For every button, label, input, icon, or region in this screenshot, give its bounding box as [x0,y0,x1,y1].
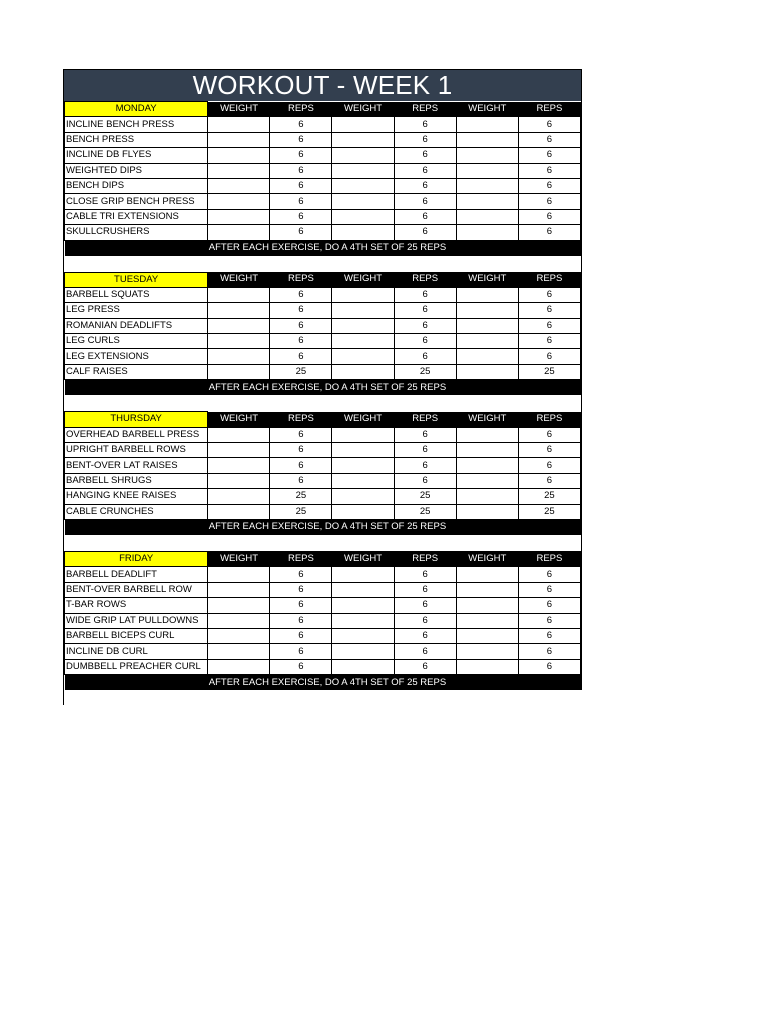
weight-cell[interactable] [208,225,270,240]
weight-cell[interactable] [332,209,394,224]
reps-cell: 25 [518,504,580,519]
column-header-reps: REPS [518,551,580,566]
table-row [65,163,581,178]
table-row [65,364,581,379]
weight-cell[interactable] [332,504,394,519]
weight-cell[interactable] [208,628,270,643]
note-blank [65,240,208,256]
exercise-name: LEG CURLS [65,334,208,349]
reps-cell: 25 [518,364,580,379]
section-spacer [64,535,581,551]
reps-cell: 6 [518,117,580,132]
column-header-reps: REPS [518,412,580,427]
column-header-reps: REPS [270,551,332,566]
reps-cell: 6 [518,225,580,240]
weight-cell[interactable] [332,443,394,458]
reps-cell: 6 [518,303,580,318]
weight-cell[interactable] [456,132,518,147]
weight-cell[interactable] [208,209,270,224]
weight-cell[interactable] [208,567,270,582]
reps-cell: 6 [394,194,456,209]
reps-cell: 6 [518,567,580,582]
reps-cell: 6 [270,209,332,224]
weight-cell[interactable] [456,178,518,193]
reps-cell: 6 [518,473,580,488]
column-header-reps: REPS [394,102,456,117]
reps-cell: 6 [270,582,332,597]
column-header-reps: REPS [270,102,332,117]
reps-cell: 25 [270,489,332,504]
reps-cell: 6 [518,163,580,178]
weight-cell[interactable] [332,225,394,240]
exercise-name: ROMANIAN DEADLIFTS [65,318,208,333]
exercise-name: WEIGHTED DIPS [65,163,208,178]
weight-cell[interactable] [208,194,270,209]
exercise-name: T-BAR ROWS [65,598,208,613]
day-name: THURSDAY [65,412,208,427]
exercise-name: INCLINE DB FLYES [65,148,208,163]
weight-cell[interactable] [456,209,518,224]
day-table-tuesday [64,272,581,396]
weight-cell[interactable] [332,318,394,333]
weight-cell[interactable] [332,458,394,473]
weight-cell[interactable] [332,489,394,504]
reps-cell: 6 [270,303,332,318]
reps-cell: 6 [270,334,332,349]
weight-cell[interactable] [332,628,394,643]
day-header-row [65,272,581,287]
reps-cell: 25 [518,489,580,504]
exercise-name: SKULLCRUSHERS [65,225,208,240]
column-header-weight: WEIGHT [332,551,394,566]
note-blank [65,675,208,691]
column-header-reps: REPS [394,551,456,566]
weight-cell[interactable] [208,427,270,442]
reps-cell: 6 [394,225,456,240]
column-header-weight: WEIGHT [456,551,518,566]
column-header-reps: REPS [518,102,580,117]
table-row [65,209,581,224]
day-header-row [65,551,581,566]
note-row [65,675,581,691]
weight-cell[interactable] [208,163,270,178]
weight-cell[interactable] [208,364,270,379]
exercise-name: INCLINE DB CURL [65,644,208,659]
reps-cell: 6 [394,598,456,613]
exercise-name: BENCH PRESS [65,132,208,147]
weight-cell[interactable] [332,148,394,163]
exercise-name: CABLE TRI EXTENSIONS [65,209,208,224]
reps-cell: 6 [394,117,456,132]
reps-cell: 6 [394,287,456,302]
weight-cell[interactable] [208,598,270,613]
reps-cell: 25 [394,364,456,379]
table-row [65,628,581,643]
weight-cell[interactable] [456,364,518,379]
weight-cell[interactable] [456,318,518,333]
weight-cell[interactable] [456,659,518,674]
weight-cell[interactable] [456,567,518,582]
weight-cell[interactable] [456,148,518,163]
column-header-reps: REPS [394,272,456,287]
exercise-name: CLOSE GRIP BENCH PRESS [65,194,208,209]
table-row [65,303,581,318]
table-row [65,427,581,442]
weight-cell[interactable] [456,628,518,643]
weight-cell[interactable] [208,443,270,458]
day-name: MONDAY [65,102,208,117]
reps-cell: 6 [270,132,332,147]
column-header-weight: WEIGHT [456,102,518,117]
weight-cell[interactable] [456,598,518,613]
weight-cell[interactable] [208,644,270,659]
reps-cell: 6 [518,458,580,473]
weight-cell[interactable] [332,194,394,209]
reps-cell: 6 [518,209,580,224]
reps-cell: 6 [394,644,456,659]
reps-cell: 6 [394,178,456,193]
weight-cell[interactable] [456,427,518,442]
reps-cell: 6 [394,334,456,349]
reps-cell: 6 [518,582,580,597]
reps-cell: 6 [394,303,456,318]
column-header-weight: WEIGHT [456,272,518,287]
reps-cell: 6 [518,178,580,193]
table-row [65,644,581,659]
reps-cell: 6 [518,334,580,349]
reps-cell: 6 [518,349,580,364]
table-row [65,582,581,597]
weight-cell[interactable] [208,473,270,488]
weight-cell[interactable] [208,287,270,302]
reps-cell: 6 [270,287,332,302]
column-header-weight: WEIGHT [332,272,394,287]
reps-cell: 6 [270,613,332,628]
reps-cell: 25 [270,364,332,379]
reps-cell: 6 [270,178,332,193]
table-row [65,334,581,349]
note-blank [65,380,208,396]
workout-sheet [63,69,582,690]
sheet-title: WORKOUT - WEEK 1 [64,69,581,101]
weight-cell[interactable] [456,163,518,178]
reps-cell: 6 [518,628,580,643]
reps-cell: 6 [270,458,332,473]
reps-cell: 6 [270,567,332,582]
table-row [65,178,581,193]
weight-cell[interactable] [208,489,270,504]
reps-cell: 6 [270,427,332,442]
reps-cell: 6 [394,659,456,674]
weight-cell[interactable] [456,489,518,504]
weight-cell[interactable] [332,132,394,147]
weight-cell[interactable] [456,287,518,302]
reps-cell: 6 [270,659,332,674]
note-text: AFTER EACH EXERCISE, DO A 4TH SET OF 25 REPS [208,380,581,396]
column-header-weight: WEIGHT [208,102,270,117]
reps-cell: 25 [394,504,456,519]
weight-cell[interactable] [456,225,518,240]
table-row [65,349,581,364]
weight-cell[interactable] [332,349,394,364]
reps-cell: 6 [394,443,456,458]
table-row [65,567,581,582]
weight-cell[interactable] [332,117,394,132]
exercise-name: BENT-OVER LAT RAISES [65,458,208,473]
weight-cell[interactable] [332,598,394,613]
reps-cell: 6 [270,117,332,132]
sheet-left-border [63,689,64,705]
column-header-weight: WEIGHT [208,551,270,566]
day-name: FRIDAY [65,551,208,566]
weight-cell[interactable] [456,458,518,473]
weight-cell[interactable] [208,303,270,318]
weight-cell[interactable] [332,613,394,628]
reps-cell: 6 [394,427,456,442]
weight-cell[interactable] [332,334,394,349]
section-spacer [64,256,581,272]
note-text: AFTER EACH EXERCISE, DO A 4TH SET OF 25 REPS [208,519,581,535]
reps-cell: 6 [394,349,456,364]
reps-cell: 6 [270,644,332,659]
exercise-name: INCLINE BENCH PRESS [65,117,208,132]
weight-cell[interactable] [456,613,518,628]
weight-cell[interactable] [208,318,270,333]
reps-cell: 6 [394,567,456,582]
weight-cell[interactable] [456,303,518,318]
weight-cell[interactable] [332,427,394,442]
reps-cell: 6 [518,659,580,674]
reps-cell: 6 [270,163,332,178]
reps-cell: 6 [518,194,580,209]
reps-cell: 6 [518,598,580,613]
table-row [65,458,581,473]
reps-cell: 6 [394,473,456,488]
reps-cell: 6 [394,132,456,147]
reps-cell: 6 [394,582,456,597]
weight-cell[interactable] [332,364,394,379]
reps-cell: 6 [518,644,580,659]
table-row [65,132,581,147]
day-header-row [65,102,581,117]
exercise-name: CALF RAISES [65,364,208,379]
exercise-name: LEG PRESS [65,303,208,318]
column-header-weight: WEIGHT [208,272,270,287]
weight-cell[interactable] [456,443,518,458]
weight-cell[interactable] [208,117,270,132]
column-header-reps: REPS [270,412,332,427]
note-row [65,380,581,396]
reps-cell: 6 [394,209,456,224]
weight-cell[interactable] [332,163,394,178]
reps-cell: 6 [518,427,580,442]
weight-cell[interactable] [208,178,270,193]
exercise-name: CABLE CRUNCHES [65,504,208,519]
note-row [65,240,581,256]
reps-cell: 25 [270,504,332,519]
exercise-name: OVERHEAD BARBELL PRESS [65,427,208,442]
weight-cell[interactable] [208,458,270,473]
reps-cell: 6 [394,613,456,628]
reps-cell: 6 [518,318,580,333]
table-row [65,613,581,628]
note-blank [65,519,208,535]
table-row [65,194,581,209]
weight-cell[interactable] [208,334,270,349]
reps-cell: 6 [270,194,332,209]
weight-cell[interactable] [332,473,394,488]
reps-cell: 6 [394,318,456,333]
exercise-name: BARBELL BICEPS CURL [65,628,208,643]
exercise-name: BENT-OVER BARBELL ROW [65,582,208,597]
table-row [65,473,581,488]
exercise-name: BARBELL SQUATS [65,287,208,302]
reps-cell: 6 [394,628,456,643]
reps-cell: 6 [518,613,580,628]
reps-cell: 6 [270,443,332,458]
reps-cell: 6 [270,318,332,333]
column-header-reps: REPS [518,272,580,287]
exercise-name: LEG EXTENSIONS [65,349,208,364]
table-row [65,598,581,613]
reps-cell: 6 [270,148,332,163]
column-header-weight: WEIGHT [332,102,394,117]
weight-cell[interactable] [456,117,518,132]
weight-cell[interactable] [332,303,394,318]
exercise-name: UPRIGHT BARBELL ROWS [65,443,208,458]
exercise-name: WIDE GRIP LAT PULLDOWNS [65,613,208,628]
weight-cell[interactable] [208,613,270,628]
weight-cell[interactable] [332,659,394,674]
reps-cell: 6 [270,349,332,364]
exercise-name: DUMBBELL PREACHER CURL [65,659,208,674]
reps-cell: 6 [518,148,580,163]
weight-cell[interactable] [456,644,518,659]
table-row [65,659,581,674]
note-row [65,519,581,535]
exercise-name: HANGING KNEE RAISES [65,489,208,504]
weight-cell[interactable] [456,194,518,209]
column-header-weight: WEIGHT [456,412,518,427]
table-row [65,318,581,333]
reps-cell: 6 [518,443,580,458]
table-row [65,504,581,519]
table-row [65,443,581,458]
weight-cell[interactable] [208,148,270,163]
reps-cell: 6 [518,287,580,302]
note-text: AFTER EACH EXERCISE, DO A 4TH SET OF 25 REPS [208,240,581,256]
weight-cell[interactable] [456,334,518,349]
table-row [65,489,581,504]
weight-cell[interactable] [208,349,270,364]
section-spacer [64,395,581,411]
weight-cell[interactable] [208,582,270,597]
weight-cell[interactable] [456,473,518,488]
note-text: AFTER EACH EXERCISE, DO A 4TH SET OF 25 REPS [208,675,581,691]
day-name: TUESDAY [65,272,208,287]
weight-cell[interactable] [332,178,394,193]
day-header-row [65,412,581,427]
reps-cell: 6 [394,163,456,178]
table-row [65,287,581,302]
reps-cell: 6 [270,473,332,488]
reps-cell: 6 [270,225,332,240]
days-container [64,101,581,690]
reps-cell: 6 [270,628,332,643]
day-table-thursday [64,411,581,535]
reps-cell: 25 [394,489,456,504]
table-row [65,117,581,132]
weight-cell[interactable] [456,504,518,519]
reps-cell: 6 [270,598,332,613]
exercise-name: BARBELL SHRUGS [65,473,208,488]
weight-cell[interactable] [332,582,394,597]
column-header-weight: WEIGHT [332,412,394,427]
weight-cell[interactable] [208,132,270,147]
reps-cell: 6 [394,148,456,163]
column-header-reps: REPS [394,412,456,427]
exercise-name: BARBELL DEADLIFT [65,567,208,582]
table-row [65,225,581,240]
weight-cell[interactable] [332,644,394,659]
day-table-friday [64,551,581,690]
day-table-monday [64,101,581,256]
reps-cell: 6 [394,458,456,473]
column-header-weight: WEIGHT [208,412,270,427]
exercise-name: BENCH DIPS [65,178,208,193]
weight-cell[interactable] [332,287,394,302]
reps-cell: 6 [518,132,580,147]
weight-cell[interactable] [208,504,270,519]
weight-cell[interactable] [208,659,270,674]
weight-cell[interactable] [332,567,394,582]
weight-cell[interactable] [456,349,518,364]
weight-cell[interactable] [456,582,518,597]
column-header-reps: REPS [270,272,332,287]
table-row [65,148,581,163]
